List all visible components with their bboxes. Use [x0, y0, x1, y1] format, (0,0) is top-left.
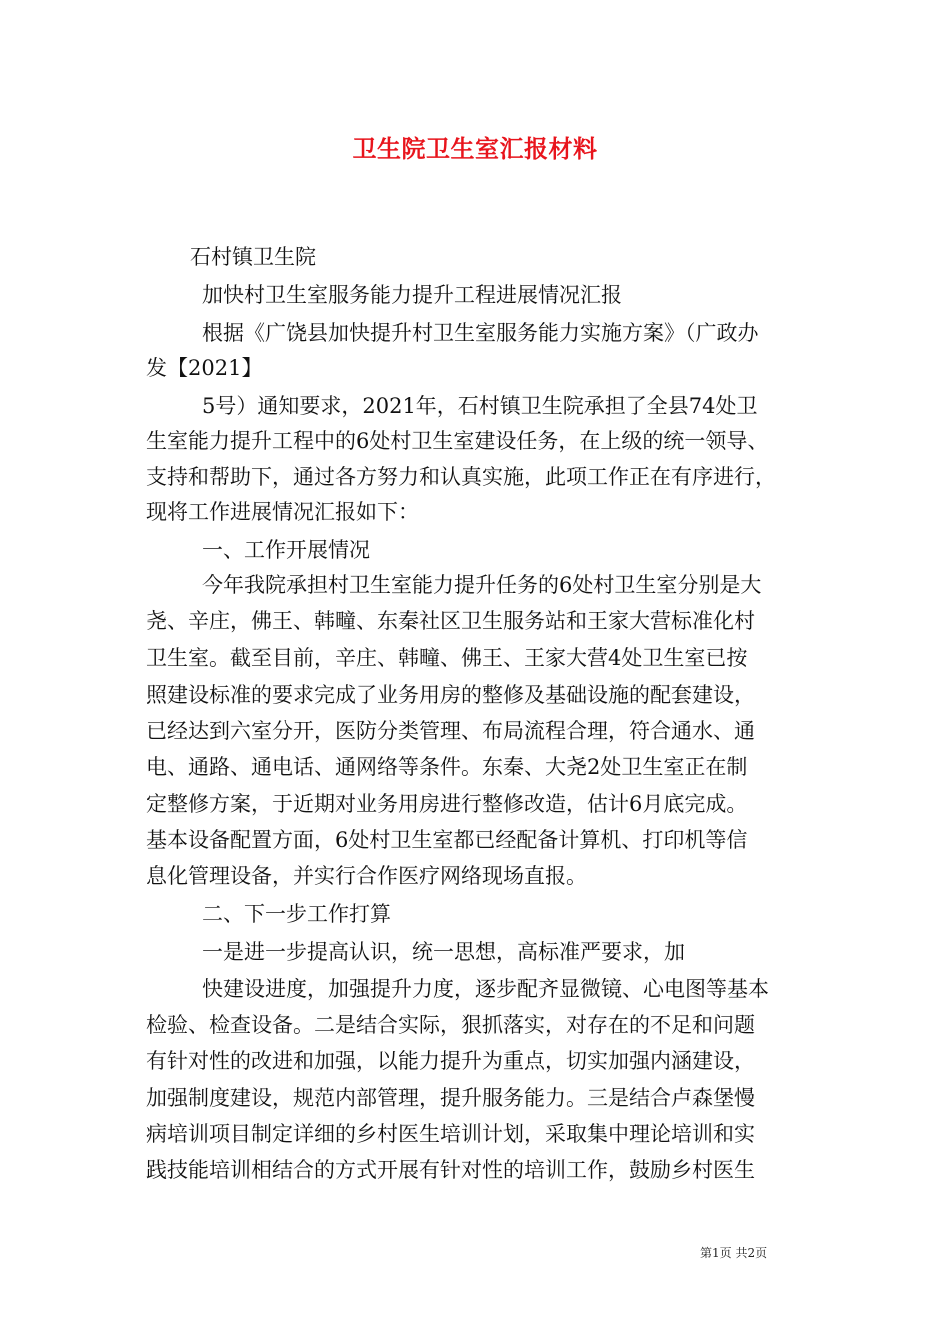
- paragraph-line: 5号）通知要求，2021年，石村镇卫生院承担了全县74处卫: [202, 394, 758, 418]
- paragraph-line: 快建设进度，加强提升力度，逐步配齐显微镜、心电图等基本: [202, 977, 769, 1001]
- paragraph-line: 今年我院承担村卫生室能力提升任务的6处村卫生室分别是大: [202, 573, 762, 597]
- paragraph-line: 已经达到六室分开，医防分类管理、布局流程合理，符合通水、通: [146, 719, 755, 743]
- paragraph-line: 息化管理设备，并实行合作医疗网络现场直报。: [146, 864, 587, 888]
- paragraph-line: 电、通路、通电话、通网络等条件。东秦、大尧2处卫生室正在制: [146, 755, 748, 779]
- paragraph-line: 卫生室。截至目前，辛庄、韩疃、佛王、王家大营4处卫生室已按: [146, 646, 748, 670]
- paragraph-line: 发【2021】: [146, 356, 263, 380]
- paragraph-line: 根据《广饶县加快提升村卫生室服务能力实施方案》（广政办: [202, 321, 759, 345]
- paragraph-line: 支持和帮助下，通过各方努力和认真实施，此项工作正在有序进行，: [146, 465, 776, 489]
- paragraph-line: 基本设备配置方面，6处村卫生室都已经配备计算机、打印机等信: [146, 828, 748, 852]
- paragraph-line: 定整修方案，于近期对业务用房进行整修改造，估计6月底完成。: [146, 792, 748, 816]
- paragraph-line: 照建设标准的要求完成了业务用房的整修及基础设施的配套建设，: [146, 683, 755, 707]
- paragraph-line: 加强制度建设，规范内部管理，提升服务能力。三是结合卢森堡慢: [146, 1086, 755, 1110]
- paragraph-line: 尧、辛庄，佛王、韩疃、东秦社区卫生服务站和王家大营标准化村: [146, 609, 755, 633]
- section-heading: 二、下一步工作打算: [202, 902, 391, 926]
- paragraph-line: 加快村卫生室服务能力提升工程进展情况汇报: [202, 283, 622, 307]
- document-title: 卫生院卫生室汇报材料: [352, 134, 598, 163]
- paragraph-line: 病培训项目制定详细的乡村医生培训计划，采取集中理论培训和实: [146, 1122, 755, 1146]
- paragraph-line: 石村镇卫生院: [190, 245, 316, 269]
- paragraph-line: 检验、检查设备。二是结合实际，狠抓落实，对存在的不足和问题: [146, 1013, 755, 1037]
- paragraph-line: 一是进一步提高认识，统一思想，高标准严要求，加: [202, 940, 685, 964]
- page-indicator: 第1页 共2页: [700, 1246, 768, 1260]
- paragraph-line: 践技能培训相结合的方式开展有针对性的培训工作，鼓励乡村医生: [146, 1158, 755, 1182]
- paragraph-line: 有针对性的改进和加强，以能力提升为重点，切实加强内涵建设，: [146, 1049, 755, 1073]
- section-heading: 一、工作开展情况: [202, 538, 370, 562]
- paragraph-line: 现将工作进展情况汇报如下：: [146, 500, 419, 524]
- paragraph-line: 生室能力提升工程中的6处村卫生室建设任务，在上级的统一领导、: [146, 429, 769, 453]
